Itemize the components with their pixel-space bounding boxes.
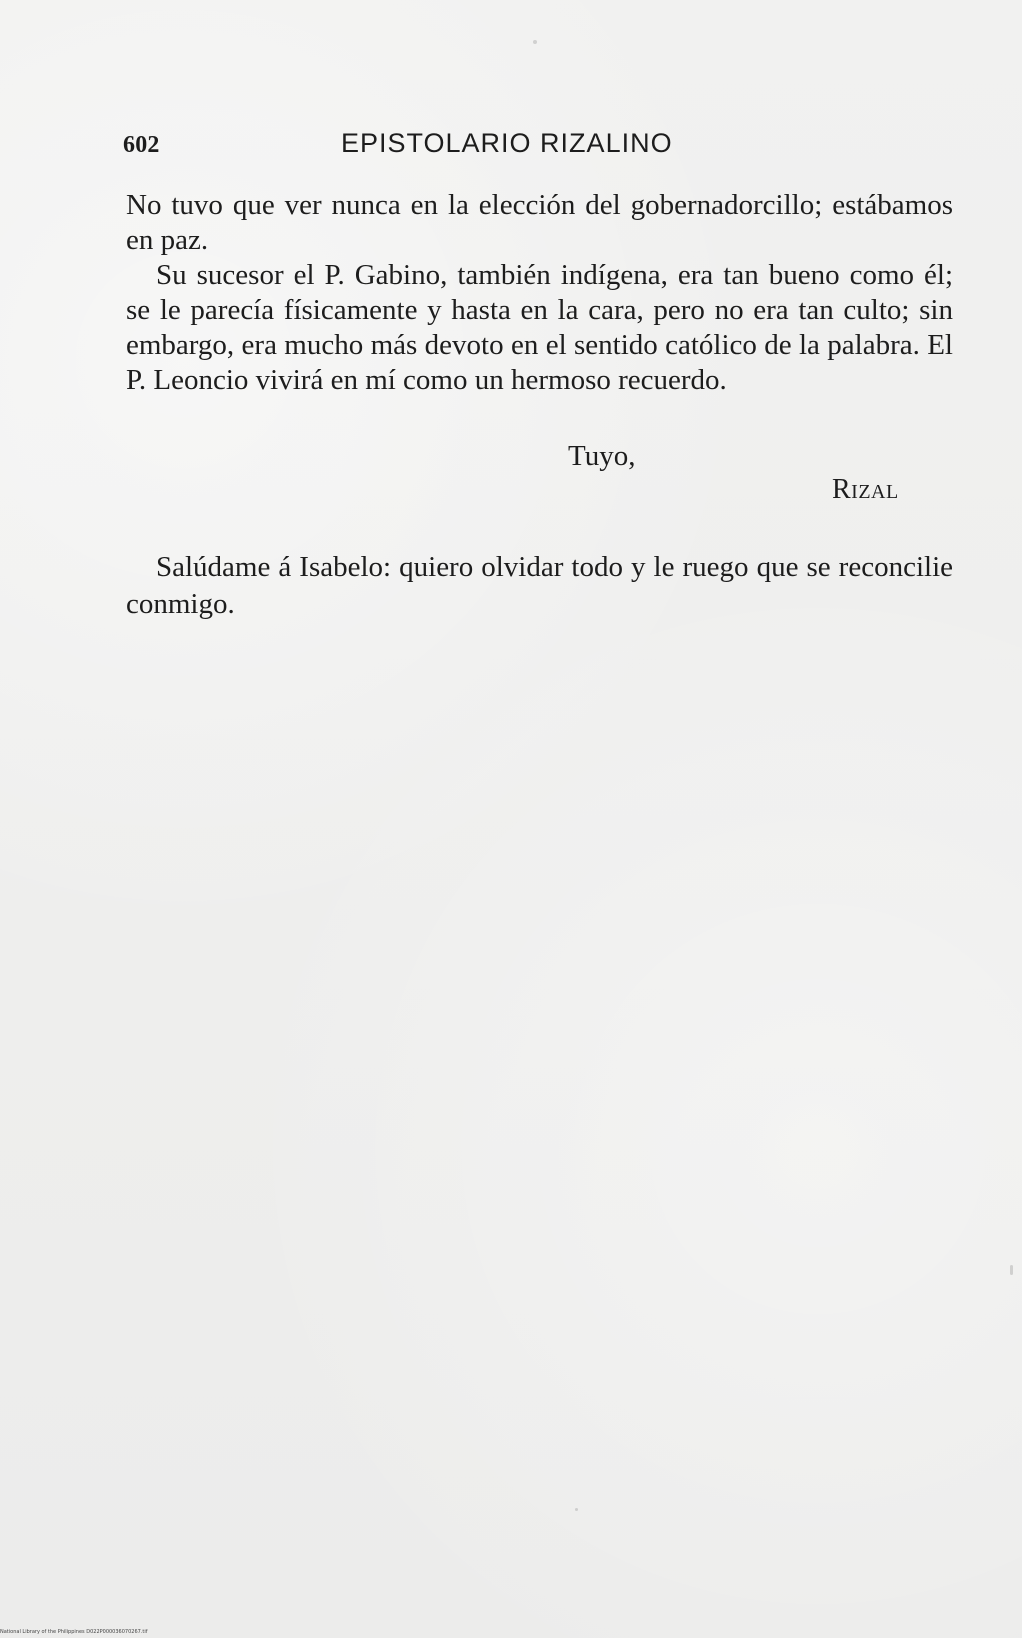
running-title: EPISTOLARIO RIZALINO bbox=[341, 128, 673, 158]
paragraph-2: Su sucesor el P. Gabino, también indígena, era tan bueno como él; se le parecía físicamente y hasta en la cara, pero no era tan culto; sin embargo, era mucho más devoto en el sentido católico de la palabra. El P. Leoncio vivirá en mí como un hermoso recuerdo. bbox=[126, 259, 953, 396]
print-speck bbox=[1010, 1265, 1013, 1275]
print-speck bbox=[533, 40, 537, 44]
print-speck bbox=[575, 1508, 578, 1511]
postscript: Salúdame á Isabelo: quiero olvidar todo y le ruego que se reconcilie conmigo. bbox=[126, 551, 953, 620]
archive-imprint: National Library of the Philippines D022P000036070267.tif bbox=[0, 1629, 148, 1635]
page-header bbox=[123, 128, 725, 168]
letter-body bbox=[126, 188, 953, 398]
signature: Rizal bbox=[832, 474, 899, 505]
letter-closing: Tuyo, bbox=[568, 440, 636, 472]
page-number: 602 bbox=[123, 132, 160, 158]
paragraph-1: No tuvo que ver nunca en la elección del gobernadorcillo; estábamos en paz. bbox=[126, 189, 953, 256]
